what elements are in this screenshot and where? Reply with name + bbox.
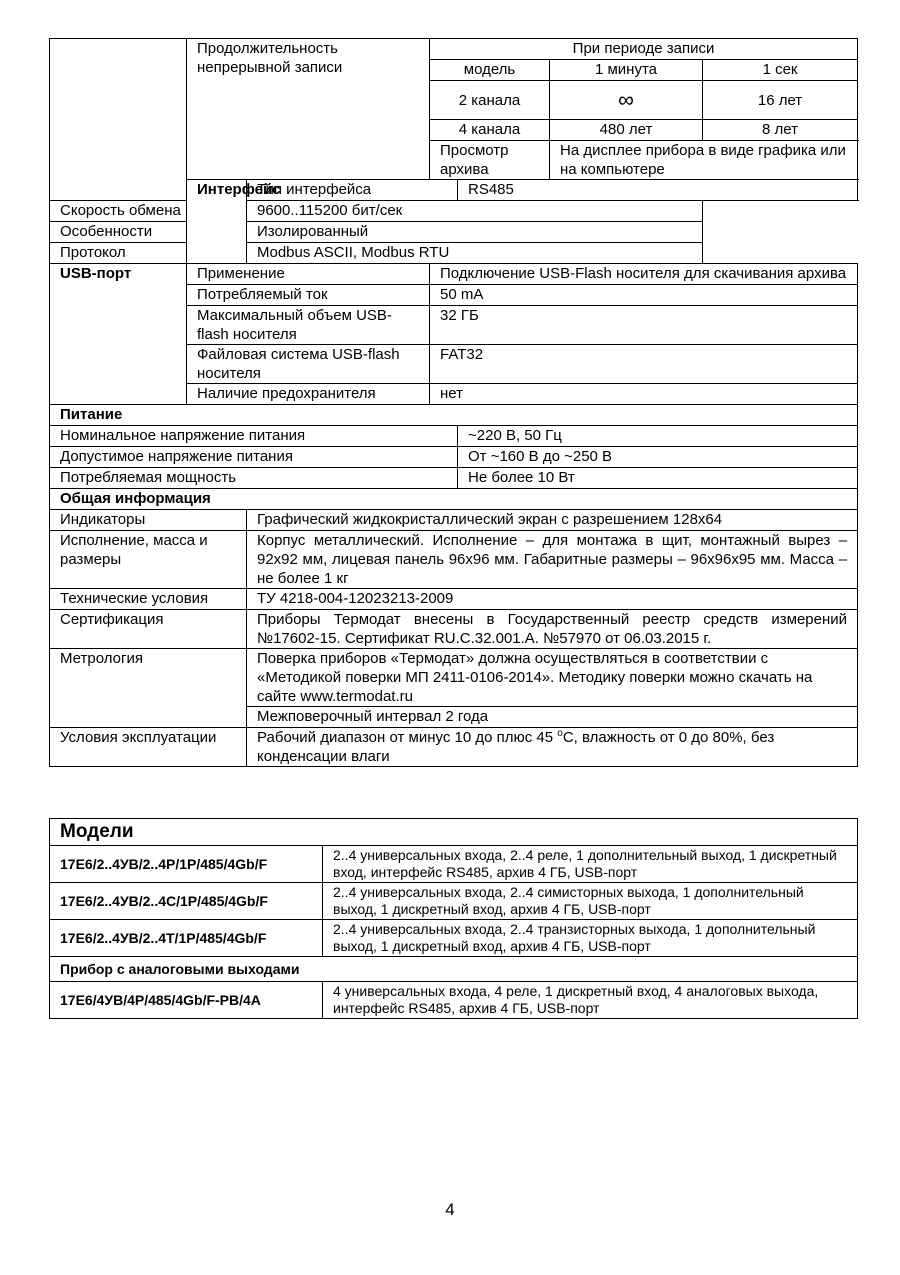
spec-value: Корпус металлический. Исполнение – для монтажа в щит, монтажный вырез – 92х92 мм, лицевая панель 96х96 мм. Габаритные размеры – 96х96х95 мм. Масса – не более 1 кг [247,531,858,589]
spec-value: 32 ГБ [430,306,858,345]
spec-label: Исполнение, масса и размеры [50,531,247,589]
degree-sign: о [557,728,563,739]
spec-label: Тип интерфейса [247,180,458,201]
model-code: 17Е6/2..4УВ/2..4С/1Р/485/4Gb/F [50,883,323,920]
model-description: 2..4 универсальных входа, 2..4 симисторных выхода, 1 дополнительный выход, 1 дискретный вход, архив 4 ГБ, USB-порт [323,883,858,920]
years-value: 16 лет [703,81,858,120]
spec-value: Поверка приборов «Термодат» должна осуществляться в соответствии с «Методикой поверки МП 2411-0106-2014». Методику поверки можно скачать на сайте www.termodat.ru [247,649,858,707]
interface-group-label: Интерфейс [187,180,247,264]
model-code: 17Е6/2..4УВ/2..4Т/1Р/485/4Gb/F [50,920,323,957]
spec-label: Условия эксплуатации [50,728,247,767]
spec-value: От ~160 В до ~250 В [458,447,858,468]
years-value: 480 лет [550,120,703,141]
record-period-header: При периоде записи [430,39,858,60]
spec-value: Графический жидкокристаллический экран с разрешением 128х64 [247,510,858,531]
spec-value: 50 mA [430,285,858,306]
spec-value: FAT32 [430,345,858,384]
spec-label: Сертификация [50,610,247,649]
conditions-text-a: Рабочий диапазон от минус 10 до плюс 45 [257,729,558,746]
models-table [49,818,858,1019]
spec-value: Изолированный [247,222,703,243]
spec-value: ~220 В, 50 Гц [458,426,858,447]
column-1-minute: 1 минута [550,60,703,81]
model-code: 17Е6/2..4УВ/2..4Р/1Р/485/4Gb/F [50,846,323,883]
usb-group-label: USB-порт [50,264,187,405]
general-section-header: Общая информация [50,489,858,510]
page-number: 4 [445,1200,455,1219]
spec-value: RS485 [458,180,858,201]
spec-value: Подключение USB-Flash носителя для скачивания архива [430,264,858,285]
spec-label: Скорость обмена [50,201,247,222]
spec-value: нет [430,384,858,405]
spec-label: Применение [187,264,430,285]
spec-value: Приборы Термодат внесены в Государственный реестр средств измерений №17602-15. Сертификат RU.C.32.001.A. №57970 от 06.03.2015 г. [247,610,858,649]
spec-label: Допустимое напряжение питания [50,447,458,468]
archive-duration-label: Продолжительность непрерывной записи [187,39,430,180]
spec-value: Не более 10 Вт [458,468,858,489]
spec-label: Особенности [50,222,247,243]
column-1-second: 1 сек [703,60,858,81]
power-section-header: Питание [50,405,858,426]
spec-label: Потребляемая мощность [50,468,458,489]
spec-value: Межповерочный интервал 2 года [247,707,858,728]
specifications-table [49,38,858,767]
spec-value: Modbus ASCII, Modbus RTU [247,243,703,264]
spec-label: Технические условия [50,589,247,610]
model-description: 4 универсальных входа, 4 реле, 1 дискретный вход, 4 аналоговых выхода, интерфейс RS485, архив 4 ГБ, USB-порт [323,982,858,1019]
spec-label: Файловая система USB-flash носителя [187,345,430,384]
conditions-text-b: С, влажность от 0 до 80%, без конденсации влаги [257,729,775,765]
infinity-value: ∞ [550,81,703,120]
model-description: 2..4 универсальных входа, 2..4 реле, 1 дополнительный выход, 1 дискретный вход, интерфейс RS485, архив 4 ГБ, USB-порт [323,846,858,883]
spec-label: Метрология [50,649,247,728]
column-model: модель [430,60,550,81]
empty-group-cell [50,39,187,201]
channels-cell: 2 канала [430,81,550,120]
spec-label: Индикаторы [50,510,247,531]
spec-label: Максимальный объем USB-flash носителя [187,306,430,345]
spec-label: Протокол [50,243,247,264]
spec-label: Наличие предохранителя [187,384,430,405]
model-description: 2..4 универсальных входа, 2..4 транзисторных выхода, 1 дополнительный выход, 1 дискретный вход, архив 4 ГБ, USB-порт [323,920,858,957]
model-code: 17Е6/4УВ/4Р/485/4Gb/F-PB/4A [50,982,323,1019]
models-title: Модели [50,819,858,846]
archive-view-label: Просмотр архива [430,141,550,180]
analog-outputs-header: Прибор с аналоговыми выходами [50,957,858,982]
archive-view-value: На дисплее прибора в виде графика или на компьютере [550,141,858,180]
spec-value: ТУ 4218-004-12023213-2009 [247,589,858,610]
years-value: 8 лет [703,120,858,141]
spec-value [247,728,858,767]
spec-label: Номинальное напряжение питания [50,426,458,447]
spec-label: Потребляемый ток [187,285,430,306]
channels-cell: 4 канала [430,120,550,141]
spec-value: 9600..115200 бит/сек [247,201,703,222]
